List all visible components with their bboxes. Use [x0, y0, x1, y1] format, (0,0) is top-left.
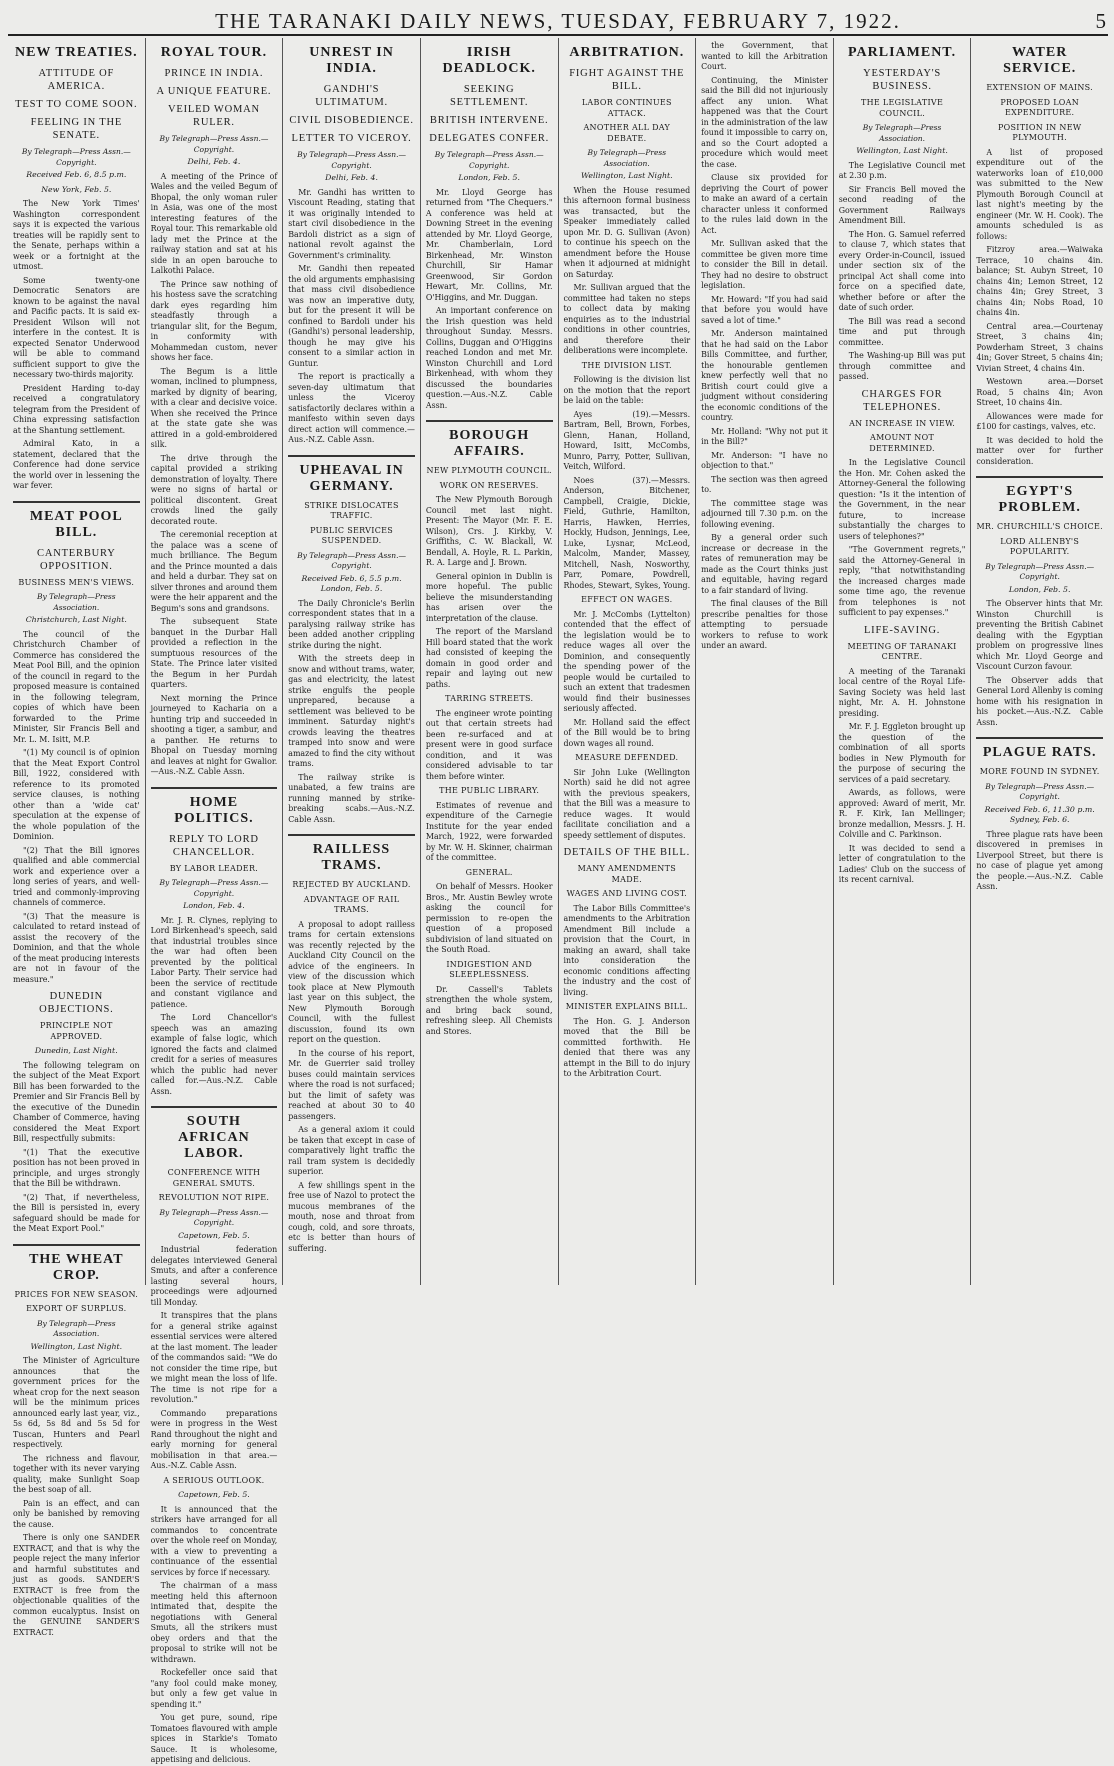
paragraph: The New York Times' Washington correspondent says it is expected the various treaties will be rapidly sent to the Senate, perhaps within a week or a fortnight at the utmost.	[13, 199, 140, 271]
subheadline: CANTERBURY OPPOSITION.	[37, 547, 116, 572]
headline: PARLIAMENT.	[848, 45, 957, 60]
paragraph: Next morning the Prince journeyed to Kacharia on a hunting trip and succeeded in shooting a tiger, a sambur, and a panther. He returns to Bhopal on Tuesday morning and leaves at night for Gwalior.—Aus.-N.Z. Cable Assn.	[150, 693, 278, 776]
paragraph: Admiral Kato, in a statement, declared that the Conference had done service the world over in lessening the war fever.	[13, 439, 140, 490]
section-rule	[426, 420, 553, 422]
byline: By Telegraph—Press Assn.—Copyright.	[985, 561, 1095, 581]
paragraph: The report of the Marsland Hill board stated that the work had consisted of keeping the domain in good order and repair and laying out new paths.	[425, 627, 553, 689]
headline: BOROUGH AFFAIRS.	[449, 428, 530, 459]
deck: NEW PLYMOUTH COUNCIL.	[426, 466, 552, 475]
section-rule	[976, 737, 1103, 739]
paragraph: Industrial federation delegates interviewed General Smuts, and after a conference lasting several hours, proceedings were adjourned till Monday.	[150, 1245, 278, 1307]
paragraph: Awards, as follows, were approved: Award of merit, Mr. R. F. Kirk, Ian Mellinger; bronze medallion, Messrs. J. H. Colville and C. Parkinson.	[838, 788, 966, 839]
deck: A SERIOUS OUTLOOK.	[163, 1475, 265, 1485]
headline: NEW TREATIES.	[14, 45, 138, 60]
paragraph: "(2) That, if nevertheless, the Bill is persisted in, every safeguard should be made for the Meat Export Pool."	[13, 1192, 140, 1233]
paragraph: The railway strike is unabated, a few trains are running manned by strike-breaking scabs.—Aus.-N.Z. Cable Assn.	[288, 772, 415, 824]
subheadline: DUNEDIN OBJECTIONS.	[39, 991, 114, 1015]
deck: BUSINESS MEN'S VIEWS.	[18, 577, 135, 587]
byline: By Telegraph—Press Assn.—Copyright.	[297, 550, 406, 570]
deck: GENERAL.	[465, 867, 513, 877]
headline: MEAT POOL BILL.	[29, 508, 123, 540]
paragraph: The report is practically a seven-day ultimatum that unless the Viceroy satisfactorily declares within a manifesto within seven days direct action will commence.—Aus.-N.Z. Cable Assn.	[288, 372, 415, 444]
paragraph: With the streets deep in snow and without trams, water, gas and electricity, the latest strike engulfs the people unprepared, because a settlement was believed to be imminent. Saturday night's crowds leaving the theatres tramped into snow and were amazed to find the city without trams.	[288, 654, 415, 768]
paragraph: You get pure, sound, ripe Tomatoes flavoured with ample spices in Starkie's Tomato Sauce. It is wholesome, appetising and delicious.	[150, 1713, 278, 1764]
headline: RAILLESS TRAMS.	[312, 842, 391, 873]
paragraph: Rockefeller once said that "any fool could make money, but only a few get value in spending it."	[150, 1668, 278, 1709]
paragraph: Mr. Sullivan argued that the committee had taken no steps to collect data by making enquiries as to the industrial conditions in other countries, and therefore their deliberations were incomplete.	[563, 283, 691, 355]
section-rule	[976, 476, 1103, 478]
paragraph: Fitzroy area.—Waiwaka Terrace, 10 chains 4in. balance; St. Aubyn Street, 10 chains 4in; Lemon Street, 12 chains 4in; Grey Street, 3 chains 4in; Nobs Road, 10 chains 4in.	[976, 245, 1103, 317]
deck: REJECTED BY AUCKLAND.	[292, 880, 411, 889]
paragraph: Mr. J. R. Clynes, replying to Lord Birkenhead's speech, said that industrial troubles since the war had often been prevented by the political Labor Party. Their service had been the service of rectitude and constant vigilance and patience.	[150, 915, 278, 1009]
deck: THE PUBLIC LIBRARY.	[439, 786, 540, 795]
deck: MEETING OF TARANAKI CENTRE.	[847, 641, 957, 661]
headline: ARBITRATION.	[569, 45, 685, 60]
paragraph: "The Government regrets," said the Attorney-General in reply, "that notwithstanding the increased charges made some time ago, the revenue from telephones is not sufficient to pay expenses."	[838, 545, 966, 617]
paragraph: "(1) My council is of opinion that the Meat Export Control Bill, 1922, considered with reference to its promoted service clauses, is nothing other than a 'wide cat' speculation at the expense of the whole population of the Dominion.	[13, 748, 140, 841]
headline: UNREST IN INDIA.	[309, 45, 394, 76]
deck: MR. CHURCHILL'S CHOICE.	[976, 522, 1103, 531]
paragraph: The ceremonial reception at the palace was a scene of much brilliance. The Begum and the Prince mounted a dais and held a durbar. They sat on silver thrones and around them were the heir apparent and the Begum's sons and grandsons.	[150, 530, 278, 613]
paragraph: Three plague rats have been discovered in premises in Liverpool Street, but there is no case of plague yet among the people.—Aus.-N.Z. Cable Assn.	[976, 829, 1103, 891]
paragraph: The following telegram on the subject of the Meat Export Bill has been forwarded to the Premier and Sir Francis Bell by the executive of the Dunedin Chamber of Commerce, having considered the Meat Export Bill, respectfully submits:	[13, 1060, 140, 1143]
paragraph: Commando preparations were in progress in the West Rand throughout the night and early morning for general mobilisation in that area.—Aus.-N.Z. Cable Assn.	[150, 1408, 278, 1470]
byline: By Telegraph—Press Association.	[862, 123, 942, 143]
paragraph: An important conference on the Irish question was held throughout Sunday. Messrs. Collins, Duggan and O'Higgins reached London and met Mr. Winston Churchill and Lord Birkenhead, with whom they discussed the boundaries question.—Aus.-N.Z. Cable Assn.	[425, 306, 553, 410]
headline: ROYAL TOUR.	[160, 45, 268, 60]
deck: CONFERENCE WITH GENERAL SMUTS.	[167, 1168, 261, 1188]
dateline: London, Feb. 5.	[458, 173, 520, 182]
subheadline: LIFE-SAVING.	[863, 624, 941, 636]
paragraph: The Labor Bills Committee's amendments to the Arbitration Amendment Bill include a provision that the Court, in making an award, shall take into consideration the economic conditions affecting the industry and the cost of living.	[563, 903, 691, 997]
byline: By Telegraph—Press Assn.—Copyright.	[297, 150, 406, 170]
dateline: Wellington, Last Night.	[580, 171, 673, 180]
paragraph: Some twenty-one Democratic Senators are known to be against the naval and Pacific pacts. It is said ex-President Wilson will not interfere in the contest. It is expected Senator Underwood will be able to command sufficient support to give the necessary two-thirds majority.	[13, 275, 140, 379]
paragraph: Mr. Gandhi then repeated the old arguments emphasising that mass civil disobedience was now an imperative duty, but for the present it will be confined to Bardoli under his (Gandhi's) personal leadership, though he may give his consent to a similar action in Guntur.	[288, 264, 415, 368]
paragraph: Mr. F. J. Eggleton brought up the question of the combination of all sports bodies in New Plymouth for the purpose of securing the services of a paid secretary.	[838, 722, 966, 784]
paragraph: Sir John Luke (Wellington North) said he did not agree with the previous speakers, that the Bill was a measure to reduce wages. It would facilitate conciliation and a speedy settlement of disputes.	[563, 767, 691, 840]
dateline: Christchurch, Last Night.	[25, 615, 127, 624]
paragraph: A few shillings spent in the free use of Nazol to protect the mucous membranes of the mouth, nose and throat from cough, cold, and sore throats, etc is better than hours of suffering.	[288, 1180, 415, 1253]
byline: By Telegraph—Press Assn.—Copyright.	[159, 134, 269, 154]
column-3	[283, 38, 421, 1285]
paragraph: The final clauses of the Bill prescribe penalties for those attempting to persuade workers to refuse to work under an award.	[701, 599, 828, 650]
paragraph: Following is the division list on the motion that the report be laid on the table:	[563, 375, 691, 405]
deck: PRINCIPLE NOT APPROVED.	[39, 1021, 113, 1041]
subheadline: REPLY TO LORD CHANCELLOR.	[169, 833, 259, 858]
paragraph: A meeting of the Taranaki local centre of the Royal Life-Saving Society was held last night, Mr. A. H. Johnstone presiding.	[838, 666, 966, 718]
paragraph: The engineer wrote pointing out that certain streets had been re-surfaced and at present were in good surface condition, and it was considered advisable to tar them before winter.	[425, 708, 553, 781]
subheadline: TEST TO COME SOON.	[15, 99, 138, 110]
deck: MORE FOUND IN SYDNEY.	[979, 767, 1100, 776]
byline: By Telegraph—Press Assn.—Copyright.	[985, 781, 1095, 801]
dateline: Delhi, Feb. 4.	[187, 157, 241, 166]
paragraph: The section was then agreed to.	[701, 474, 828, 494]
headline: EGYPT'S PROBLEM.	[998, 484, 1081, 515]
column-4	[421, 38, 559, 1285]
deck: STRIKE DISLOCATES TRAFFIC.	[304, 500, 399, 520]
byline: By Telegraph—Press Assn.—Copyright.	[159, 878, 269, 898]
dateline: Capetown, Feb. 5.	[178, 1490, 250, 1499]
paragraph: It is announced that the strikers have arranged for all commandos to concentrate over the whole reef on Monday, with a view to preventing a continuance of the essential services by force if necessary.	[150, 1504, 278, 1577]
byline: By Telegraph—Press Assn.—Copyright.	[159, 1207, 269, 1227]
paragraph: The council of the Christchurch Chamber of Commerce has considered the Meat Pool Bill, and the opinion of the council in regard to the proposed measure is contained in the following telegram, copies of which have been forwarded to the Prime Minister, Sir Francis Bell and Mr. L. M. Isitt, M.P.	[13, 629, 140, 744]
paragraph: Westown area.—Dorset Road, 5 chains 4in; Avon Street, 10 chains 4in.	[976, 377, 1103, 407]
paragraph: The New Plymouth Borough Council met last night. Present: The Mayor (Mr. F. E. Wilson), Crs. J. Kirkby, V. Griffiths, C. W. Blackall, W. Bendall, A. Hoyle, R. L. Parkin, R. A. Large and J. Brown.	[425, 495, 553, 567]
deck: WORK ON RESERVES.	[439, 480, 539, 490]
section-rule	[288, 455, 415, 457]
subheadline: FIGHT AGAINST THE BILL.	[569, 68, 685, 92]
paragraph: The Prince saw nothing of his hostess save the scratching dark eyes regarding him steadfastly through a triangular slit, for the Begum, in conformity with Mohammedan custom, never shows her face.	[150, 279, 278, 362]
headline: SOUTH AFRICAN LABOR.	[178, 1114, 250, 1161]
paragraph: Mr. Lloyd George has returned from "The Chequers." A conference was held at Downing Street in the evening attended by Mr. Lloyd George, Mr. Chamberlain, Lord Birkenhead, Mr. Winston Churchill, Sir Hamar Greenwood, Sir Gordon Hewart, Mr. Collins, Mr. O'Higgins, and Mr. Duggan.	[425, 187, 553, 302]
headline: PLAGUE RATS.	[982, 745, 1097, 760]
paragraph: The Begum is a little woman, inclined to plumpness, marked by dignity of bearing, with a clear and decisive voice. When she received the Prince at the state gate she was attired in a gold-embroidered silk.	[150, 366, 278, 449]
paragraph: Clause six provided for depriving the Court of power to make an award of a certain character unless it conformed to the rules laid down in the Act.	[701, 173, 828, 235]
subheadline: LETTER TO VICEROY.	[291, 133, 412, 144]
deck: PROPOSED LOAN EXPENDITURE.	[1000, 97, 1080, 117]
deck: EXTENSION OF MAINS.	[986, 83, 1094, 92]
deck: PRICES FOR NEW SEASON.	[14, 1289, 139, 1299]
deck: AN INCREASE IN VIEW.	[849, 418, 956, 428]
subheadline: SEEKING SETTLEMENT.	[450, 84, 529, 108]
section-rule	[151, 1106, 278, 1108]
paragraph: The Hon. G. J. Anderson moved that the Bill be committed forthwith. He denied that there was any attempt in the Bill to do injury to the Arbitration Court.	[563, 1016, 691, 1078]
paragraph: President Harding to-day received a congratulatory telegram from the President of China expressing satisfaction at the Shantung settlement.	[13, 383, 140, 435]
deck: PUBLIC SERVICES SUSPENDED.	[310, 525, 394, 545]
deck: MINISTER EXPLAINS BILL.	[565, 1002, 688, 1011]
subheadline: DELEGATES CONFER.	[429, 133, 550, 144]
dateline: Received Feb. 6, 11.30 p.m. Sydney, Feb. 6.	[984, 804, 1095, 824]
paragraph: The subsequent State banquet in the Durbar Hall provided a reflection in the sumptuous resources of the State. The Prince later visited the Begum in her Purdah quarters.	[150, 617, 278, 689]
paragraph: General opinion in Dublin is more hopeful. The public believe the misunderstanding has arisen over the interpretation of the clause.	[425, 571, 553, 623]
byline: By Telegraph—Press Assn.—Copyright.	[21, 147, 131, 167]
paragraph: Central area.—Courtenay Street, 3 chains 4in; Powderham Street, 3 chains 4in; Gover Street, 5 chains 4in; Vivian Street, 4 chains 4in.	[976, 321, 1103, 373]
byline: By Telegraph—Press Association.	[587, 148, 667, 168]
dateline: London, Feb. 4.	[183, 901, 245, 910]
subheadline: GANDHI'S ULTIMATUM.	[315, 84, 388, 108]
paragraph: "(2) That the Bill ignores qualified and able commercial work and experience over a long series of years, and well-tried and commonly-improving channels of commerce.	[13, 845, 140, 907]
subheadline: CIVIL DISOBEDIENCE.	[289, 115, 414, 126]
paragraph: Mr. Anderson maintained that he had said on the Labor Bills Committee, and further, the honourable gentlemen knew perfectly well that no British court could give a judgment without considering the economic conditions of the country.	[701, 329, 828, 422]
paragraph: Dr. Cassell's Tablets strengthen the whole system, and bring back sound, refreshing sleep. All Chemists and Stores.	[425, 984, 553, 1036]
section-rule	[288, 834, 415, 836]
headline: THE WHEAT CROP.	[29, 1251, 124, 1283]
paragraph: The chairman of a mass meeting held this afternoon intimated that, despite the negotiations with General Smuts, all the strikers must obey orders and that the proposal to strike will not be withdrawn.	[150, 1581, 278, 1664]
subheadline: FEELING IN THE SENATE.	[30, 117, 123, 141]
paragraph: In the Legislative Council the Hon. Mr. Cohen asked the Attorney-General the following question: "Is it the intention of the Government, in the near future, to increase substantially the charges to users of telephones?"	[838, 458, 966, 541]
deck: INDIGESTION AND SLEEPLESSNESS.	[446, 959, 533, 979]
paragraph: By a general order such increase or decrease in the rates of remuneration may be made as the Court thinks just and equitable, having regard to a fair standard of living.	[701, 533, 828, 595]
paragraph: Ayes (19).—Messrs. Bartram, Bell, Brown, Forbes, Glenn, Hanan, Holland, Howard, Isitt, McCombs, Munro, Parry, Potter, Sullivan, Veitch, Wilford.	[563, 409, 691, 471]
section-rule	[13, 1244, 140, 1246]
paragraph: the Government, that wanted to kill the Arbitration Court.	[701, 41, 828, 71]
paragraph: The Observer hints that Mr. Winston Churchill is preventing the British Cabinet dealing with the Egyptian problem on progressive lines which Mr. Lloyd George and Viscount Curzon favour.	[976, 599, 1103, 671]
deck: THE DIVISION LIST.	[581, 360, 672, 370]
deck: MANY AMENDMENTS MADE.	[577, 864, 676, 884]
paragraph: Mr. Anderson: "I have no objection to that."	[701, 450, 828, 470]
paragraph: The Daily Chronicle's Berlin correspondent states that in a paralysing railway strike has been added another crippling strike during the night.	[288, 598, 415, 650]
column-8	[971, 38, 1108, 1285]
dateline: Capetown, Feb. 5.	[178, 1230, 250, 1240]
paragraph: Mr. J. McCombs (Lyttelton) contended that the effect of the legislation would be to reduce wages all over the Dominion, and consequently the spending power of the people would be curtailed to such an extent that tradesmen would find their businesses seriously affected.	[563, 609, 691, 713]
dateline: Received Feb. 6, 5.5 p.m. London, Feb. 5.	[301, 573, 402, 593]
deck: ANOTHER ALL DAY DEBATE.	[583, 123, 671, 143]
paragraph: Estimates of revenue and expenditure of the Carnegie Institute for the year ended March, 1922, were forwarded by Mr. W. H. Skinner, chairman of the committee.	[425, 800, 553, 862]
byline: By Telegraph—Press Association.	[37, 1318, 116, 1338]
paragraph: The richness and flavour, together with its never varying quality, make Sunlight Soap the best soap of all.	[13, 1453, 140, 1494]
paragraph: The committee stage was adjourned till 7.30 p.m. on the following evening.	[701, 498, 828, 529]
column-grid	[8, 38, 1108, 1764]
paragraph: The Hon. G. Samuel referred to clause 7, which states that every Order-in-Council, issued under section six of the principal Act shall come into force on a specified date, whether before or after the date of such order.	[838, 229, 966, 312]
paragraph: Mr. Gandhi has written to Viscount Reading, stating that it was originally intended to start civil disobedience in the Bardoli district as a sign of national revolt against the Government's criminality.	[288, 187, 415, 260]
page-number: 5	[1095, 9, 1106, 33]
paragraph: In the course of his report, Mr. de Guerrier said trolley buses could maintain services where the road is not surfaced; but the limit of safety was reached at about 30 to 40 passengers.	[288, 1048, 415, 1121]
column-5	[559, 38, 697, 1285]
deck: EFFECT ON WAGES.	[581, 595, 673, 604]
column-2	[146, 38, 284, 1764]
dateline: Delhi, Feb. 4.	[325, 173, 378, 182]
byline: By Telegraph—Press Assn.—Copyright.	[434, 150, 544, 170]
subheadline: ATTITUDE OF AMERICA.	[38, 68, 115, 92]
subheadline: PRINCE IN INDIA.	[164, 68, 264, 79]
deck: EXPORT OF SURPLUS.	[26, 1304, 127, 1313]
column-7	[834, 38, 972, 1285]
paragraph: Continuing, the Minister said the Bill did not injuriously affect any union. What happened was that the Court in the administration of the law found it impossible to carry on, and so the Court adopted a procedure which would meet the case.	[701, 75, 828, 169]
subheadline: BRITISH INTERVENE.	[429, 115, 549, 126]
paragraph: Noes (37).—Messrs. Anderson, Bitchener, Campbell, Craigie, Dickie, Field, Guthrie, Hamilton, Harris, Hawken, Herries, Hockly, Hudson, Jennings, Lee, Luke, Lysnar, McLeod, Malcolm, Mander, Massey, Mitchell, Nash, Nosworthy, Parr, Pomare, Powdrell, Rhodes, Stewart, Sykes, Young.	[563, 475, 691, 590]
paragraph: Allowances were made for £100 for castings, valves, etc.	[976, 411, 1103, 431]
masthead	[8, 6, 1108, 36]
paragraph: It was decided to hold the matter over for further consideration.	[976, 435, 1103, 466]
deck: POSITION IN NEW PLYMOUTH.	[997, 122, 1082, 142]
deck: BY LABOR LEADER.	[169, 863, 259, 873]
deck: ADVANTAGE OF RAIL TRAMS.	[303, 894, 400, 914]
subheadline: YESTERDAY'S BUSINESS.	[863, 68, 942, 92]
paragraph: Mr. Holland said the effect of the Bill would be to bring down wages all round.	[563, 717, 691, 748]
paragraph: When the House resumed this afternoon formal business was transacted, but the Speaker immediately called upon Mr. D. G. Sullivan (Avon) to continue his speech on the amendment before the House when it adjourned at midnight on Saturday.	[563, 185, 691, 279]
paragraph: Mr. Howard: "If you had said that before you would have saved a lot of time."	[701, 294, 828, 325]
paragraph: "(1) That the executive position has not been proved in principle, and urges strongly that the Bill be withdrawn.	[13, 1147, 140, 1188]
paragraph: The Observer adds that General Lord Allenby is coming home with his resignation in his pocket.—Aus.-N.Z. Cable Assn.	[976, 675, 1103, 727]
subheadline: CHARGES FOR TELEPHONES.	[861, 388, 943, 413]
dateline: Wellington, Last Night.	[30, 1341, 123, 1351]
masthead-title: THE TARANAKI DAILY NEWS, TUESDAY, FEBRUARY 7, 1922.	[215, 9, 901, 33]
column-6	[696, 38, 834, 1285]
paragraph: It was decided to send a letter of congratulation to the Ladies' Club on the success of its recent carnival.	[838, 843, 966, 884]
headline: WATER SERVICE.	[1003, 45, 1077, 76]
subheadline: A UNIQUE FEATURE.	[156, 86, 272, 97]
headline: HOME POLITICS.	[174, 794, 254, 826]
paragraph: The Lord Chancellor's speech was an amazing example of false logic, which ignored the facts and claimed credit for a series of measures which the public had never called for.—Aus.-N.Z. Cable Assn.	[150, 1013, 278, 1096]
column-1	[8, 38, 146, 1637]
paragraph: It transpires that the plans for a general strike against essential services were altered at the last moment. The leader of the commandos said: "We do not consider the time ripe, but we might mean the loss of life. The time is not ripe for a revolution."	[150, 1311, 278, 1404]
dateline: New York, Feb. 5.	[41, 184, 112, 194]
dateline: Dunedin, Last Night.	[34, 1046, 118, 1055]
deck: MEASURE DEFENDED.	[575, 753, 679, 762]
paragraph: Pain is an effect, and can only be banished by removing the cause.	[13, 1498, 140, 1529]
paragraph: The Legislative Council met at 2.30 p.m.	[838, 160, 966, 180]
dateline: Wellington, Last Night.	[856, 146, 948, 155]
deck: AMOUNT NOT DETERMINED.	[869, 433, 935, 453]
section-rule	[151, 787, 278, 789]
headline: UPHEAVAL IN GERMANY.	[299, 462, 404, 494]
paragraph: A meeting of the Prince of Wales and the veiled Begum of Bhopal, the only woman ruler in Asia, was one of the most interesting features of the Royal tour. This remarkable old lady met the Prince at the railway station and sat at his side in an open barouche to Lalkothi Palace.	[150, 171, 278, 275]
paragraph: There is only one SANDER EXTRACT, and that is why the people reject the many inferior and harmful substitutes and just as goods. SANDER'S EXTRACT is free from the objectionable qualities of the common eucalyptus. Insist on the GENUINE SANDER'S EXTRACT.	[13, 1533, 140, 1637]
paragraph: A list of proposed expenditure out of the waterworks loan of £10,000 was submitted to the New Plymouth Borough Council at last night's meeting by the engineer (Mr. W. H. Cook). The amounts scheduled is as follows:	[976, 147, 1103, 241]
headline: IRISH DEADLOCK.	[442, 45, 536, 76]
deck: THE LEGISLATIVE COUNCIL.	[860, 98, 944, 118]
deck: REVOLUTION NOT RIPE.	[158, 1193, 270, 1202]
deck: LORD ALLENBY'S POPULARITY.	[1000, 536, 1080, 556]
paragraph: Mr. Holland: "Why not put it in the Bill?"	[701, 426, 828, 446]
paragraph: Sir Francis Bell moved the second reading of the Government Railways Amendment Bill.	[838, 184, 966, 225]
byline: By Telegraph—Press Association.	[37, 592, 116, 612]
paragraph: The Washing-up Bill was put through committee and passed.	[838, 351, 966, 381]
paragraph: The Minister of Agriculture announces that the government prices for the wheat crop for the next season will be the minimum prices announced early last year, viz., 5s 6d, 5s 8d and 5s 5d for Tuscan, Hunters and Pearl respectively.	[13, 1356, 140, 1449]
deck: LABOR CONTINUES ATTACK.	[581, 98, 672, 118]
dateline: London, Feb. 5.	[1008, 584, 1071, 594]
deck: WAGES AND LIVING COST.	[566, 889, 688, 898]
paragraph: As a general axiom it could be taken that except in case of comparatively light traffic the rail tram system is decidedly superior.	[288, 1125, 415, 1176]
paragraph: On behalf of Messrs. Hooker Bros., Mr. Austin Bewley wrote asking the council for permission to re-open the question of a proposed subdivision of land situated on the South Road.	[425, 882, 553, 954]
section-rule	[13, 501, 140, 503]
paragraph: "(3) That the measure is calculated to retard instead of assist the recovery of the Dominion, and that the whole of the meat producing interests are not in favour of the measure."	[13, 911, 140, 984]
paragraph: The Bill was read a second time and put through committee.	[838, 316, 966, 347]
deck: TARRING STREETS.	[445, 694, 534, 703]
subheadline: VEILED WOMAN RULER.	[167, 104, 260, 128]
dateline: Received Feb. 6, 8.5 p.m.	[26, 170, 127, 179]
paragraph: A proposal to adopt railless trams for certain extensions was recently rejected by the Auckland City Council on the advice of the engineers. In view of the discussion which took place at New Plymouth last year on this subject, the New Plymouth Borough Council, with the fullest discussion, found its own report on the question.	[288, 919, 415, 1044]
subheadline: DETAILS OF THE BILL.	[563, 847, 690, 858]
paragraph: The drive through the capital provided a striking demonstration of loyalty. There were no signs of hartal or political discontent. Great crowds lined the gaily decorated route.	[150, 453, 278, 526]
paragraph: Mr. Sullivan asked that the committee be given more time to consider the Bill in detail. They had no desire to obstruct legislation.	[701, 239, 828, 290]
